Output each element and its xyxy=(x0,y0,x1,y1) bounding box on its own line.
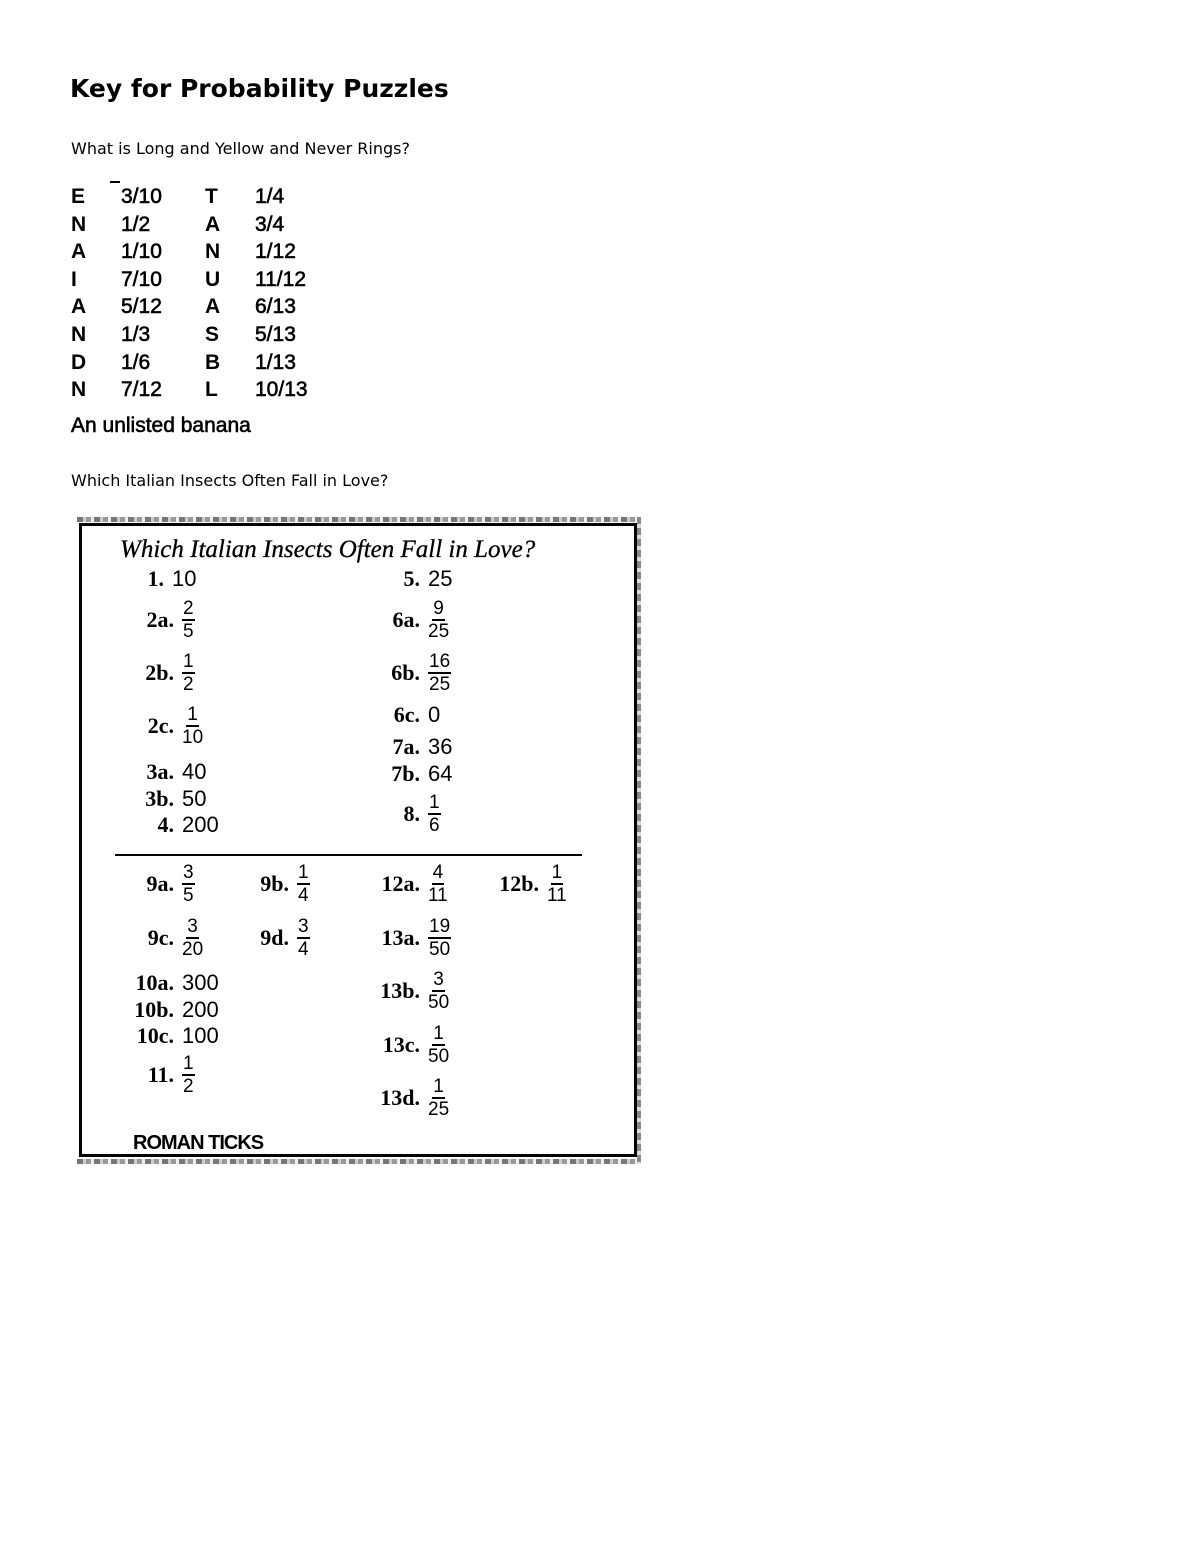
puzzle2-answer: ROMAN TICKS xyxy=(133,1132,264,1154)
denominator: 20 xyxy=(182,939,204,960)
fraction xyxy=(547,862,567,906)
fraction xyxy=(428,1023,449,1067)
key-letter: N xyxy=(71,212,87,236)
key-letter: B xyxy=(205,350,221,374)
answer-item xyxy=(362,792,441,836)
answer-item xyxy=(112,704,203,748)
item-value: 100 xyxy=(182,1023,219,1048)
item-value: 36 xyxy=(428,734,453,759)
key-value: 1/3 xyxy=(121,322,151,346)
fraction xyxy=(182,1053,195,1097)
item-label: 11. xyxy=(147,1062,174,1087)
answer-item xyxy=(227,862,310,906)
item-label: 10b. xyxy=(134,997,174,1022)
item-value: 200 xyxy=(182,997,219,1022)
key-value: 1/4 xyxy=(255,185,285,208)
item-value: 10 xyxy=(172,566,197,591)
denominator: 6 xyxy=(429,815,440,836)
denominator: 50 xyxy=(428,1046,450,1067)
item-label: 9b. xyxy=(260,871,289,896)
key-letter: N xyxy=(205,240,221,264)
answer-item xyxy=(112,598,195,642)
answer-item xyxy=(227,916,310,960)
fraction xyxy=(428,598,449,642)
item-label: 5. xyxy=(403,566,420,591)
answer-item xyxy=(362,969,449,1013)
key-value: 3/10 xyxy=(121,185,162,208)
fraction xyxy=(428,916,451,960)
key-value: 10/13 xyxy=(255,378,308,402)
answer-item xyxy=(362,1023,449,1067)
item-label: 2a. xyxy=(146,607,174,632)
item-label: 2b. xyxy=(145,660,174,685)
denominator: 25 xyxy=(428,621,450,642)
denominator: 25 xyxy=(428,1099,450,1120)
key-value: 1/2 xyxy=(121,212,151,236)
key-letter: N xyxy=(71,378,87,402)
key-letter: T xyxy=(205,185,218,208)
key-value: 1/13 xyxy=(255,350,296,374)
numerator: 1 xyxy=(298,862,309,883)
answer-item xyxy=(112,651,195,695)
item-label: 9d. xyxy=(260,925,289,950)
answer-item xyxy=(112,1023,219,1049)
item-label: 9c. xyxy=(147,925,174,950)
key-value: 1/6 xyxy=(121,350,151,374)
numerator: 19 xyxy=(429,916,451,937)
answer-item xyxy=(112,997,219,1023)
numerator: 3 xyxy=(183,862,194,883)
denominator: 50 xyxy=(429,939,451,960)
key-value: 3/4 xyxy=(255,212,285,236)
item-label: 8. xyxy=(403,801,420,826)
item-label: 13d. xyxy=(380,1085,420,1110)
numerator: 1 xyxy=(433,1023,444,1044)
numerator: 3 xyxy=(433,969,444,990)
denominator: 2 xyxy=(183,674,194,695)
answer-item xyxy=(477,862,567,906)
item-value: 300 xyxy=(182,970,219,995)
key-value: 11/12 xyxy=(255,267,306,291)
denominator: 2 xyxy=(183,1076,194,1097)
item-value: 50 xyxy=(182,786,207,811)
answer-item xyxy=(362,1076,449,1120)
puzzle1-question: What is Long and Yellow and Never Rings? xyxy=(71,139,410,158)
fraction xyxy=(182,704,203,748)
answer-item xyxy=(362,916,451,960)
key-value: 5/13 xyxy=(255,322,296,346)
item-label: 10a. xyxy=(135,970,174,995)
key-letter: S xyxy=(205,322,220,346)
item-label: 9a. xyxy=(146,871,174,896)
item-label: 13a. xyxy=(381,925,420,950)
section-divider xyxy=(115,854,582,856)
item-label: 12b. xyxy=(499,871,539,896)
answer-item xyxy=(362,862,448,906)
numerator: 16 xyxy=(429,651,451,672)
answer-item xyxy=(112,916,203,960)
item-value: 64 xyxy=(428,761,453,786)
item-label: 3a. xyxy=(146,759,174,784)
scan-edge xyxy=(77,517,641,522)
numerator: 4 xyxy=(432,862,444,883)
item-label: 10c. xyxy=(136,1023,174,1048)
key-letter: E xyxy=(71,185,86,208)
item-label: 1. xyxy=(147,566,164,591)
answer-item xyxy=(112,970,219,996)
item-value: 0 xyxy=(428,702,441,727)
answer-item xyxy=(112,786,206,812)
key-letter: L xyxy=(205,378,218,402)
answer-item xyxy=(362,598,449,642)
key-letter: I xyxy=(71,267,77,291)
answer-item xyxy=(112,862,195,906)
page-title: Key for Probability Puzzles xyxy=(70,74,449,103)
numerator: 3 xyxy=(187,916,198,937)
scan-mark xyxy=(110,181,120,183)
scan-edge xyxy=(77,1159,641,1164)
denominator: 11 xyxy=(428,885,448,906)
item-label: 3b. xyxy=(145,786,174,811)
key-value: 7/10 xyxy=(121,267,162,291)
answer-box xyxy=(79,523,637,1157)
item-label: 2c. xyxy=(147,713,174,738)
key-value: 1/12 xyxy=(255,240,296,264)
fraction xyxy=(428,969,449,1013)
key-letter: D xyxy=(71,350,87,374)
numerator: 1 xyxy=(433,1076,444,1097)
key-value: 1/10 xyxy=(121,240,162,264)
numerator: 1 xyxy=(183,1053,194,1074)
numerator: 3 xyxy=(298,916,309,937)
item-label: 6a. xyxy=(392,607,420,632)
numerator: 1 xyxy=(429,792,440,813)
key-letter: A xyxy=(205,212,221,236)
fraction xyxy=(428,862,448,906)
item-label: 4. xyxy=(157,812,174,837)
item-label: 6c. xyxy=(393,702,420,727)
answer-box-title: Which Italian Insects Often Fall in Love? xyxy=(120,536,536,563)
key-letter: N xyxy=(71,322,87,346)
item-label: 7b. xyxy=(391,761,420,786)
fraction xyxy=(182,598,195,642)
numerator: 1 xyxy=(183,651,194,672)
item-value: 25 xyxy=(428,566,453,591)
denominator: 4 xyxy=(298,885,309,906)
item-label: 13b. xyxy=(380,978,420,1003)
numerator: 9 xyxy=(433,598,444,619)
scan-edge xyxy=(637,517,641,1164)
denominator: 50 xyxy=(428,992,450,1013)
fraction xyxy=(428,651,451,695)
fraction xyxy=(182,651,195,695)
denominator: 11 xyxy=(547,885,567,906)
fraction xyxy=(428,792,441,836)
item-label: 6b. xyxy=(391,660,420,685)
puzzle2-answer-image xyxy=(77,517,641,1164)
answer-item xyxy=(362,651,451,695)
puzzle1-answer: An unlisted banana xyxy=(71,414,251,437)
answer-item xyxy=(112,1053,195,1097)
key-letter: A xyxy=(71,295,87,319)
item-label: 7a. xyxy=(392,734,420,759)
denominator: 4 xyxy=(298,939,309,960)
numerator: 1 xyxy=(187,704,198,725)
numerator: 2 xyxy=(183,598,194,619)
puzzle2-question: Which Italian Insects Often Fall in Love? xyxy=(71,471,389,490)
denominator: 10 xyxy=(182,727,204,748)
answer-item xyxy=(362,761,452,787)
numerator: 1 xyxy=(551,862,563,883)
fraction xyxy=(182,862,195,906)
key-letter: U xyxy=(205,267,221,291)
key-value: 6/13 xyxy=(255,295,296,319)
item-label: 13c. xyxy=(382,1032,420,1057)
item-value: 200 xyxy=(182,812,219,837)
key-letter: A xyxy=(71,240,87,264)
denominator: 25 xyxy=(429,674,451,695)
key-value: 7/12 xyxy=(121,378,162,402)
item-label: 12a. xyxy=(381,871,420,896)
answer-item xyxy=(112,759,206,785)
denominator: 5 xyxy=(183,621,194,642)
answer-item xyxy=(112,812,219,838)
item-value: 40 xyxy=(182,759,207,784)
fraction xyxy=(428,1076,449,1120)
fraction xyxy=(297,916,310,960)
answer-item xyxy=(362,702,440,728)
answer-item xyxy=(362,734,452,760)
key-letter: A xyxy=(205,295,221,319)
key-value: 5/12 xyxy=(121,295,162,319)
denominator: 5 xyxy=(183,885,194,906)
answer-item xyxy=(112,566,196,592)
fraction xyxy=(182,916,203,960)
fraction xyxy=(297,862,310,906)
answer-item xyxy=(362,566,452,592)
